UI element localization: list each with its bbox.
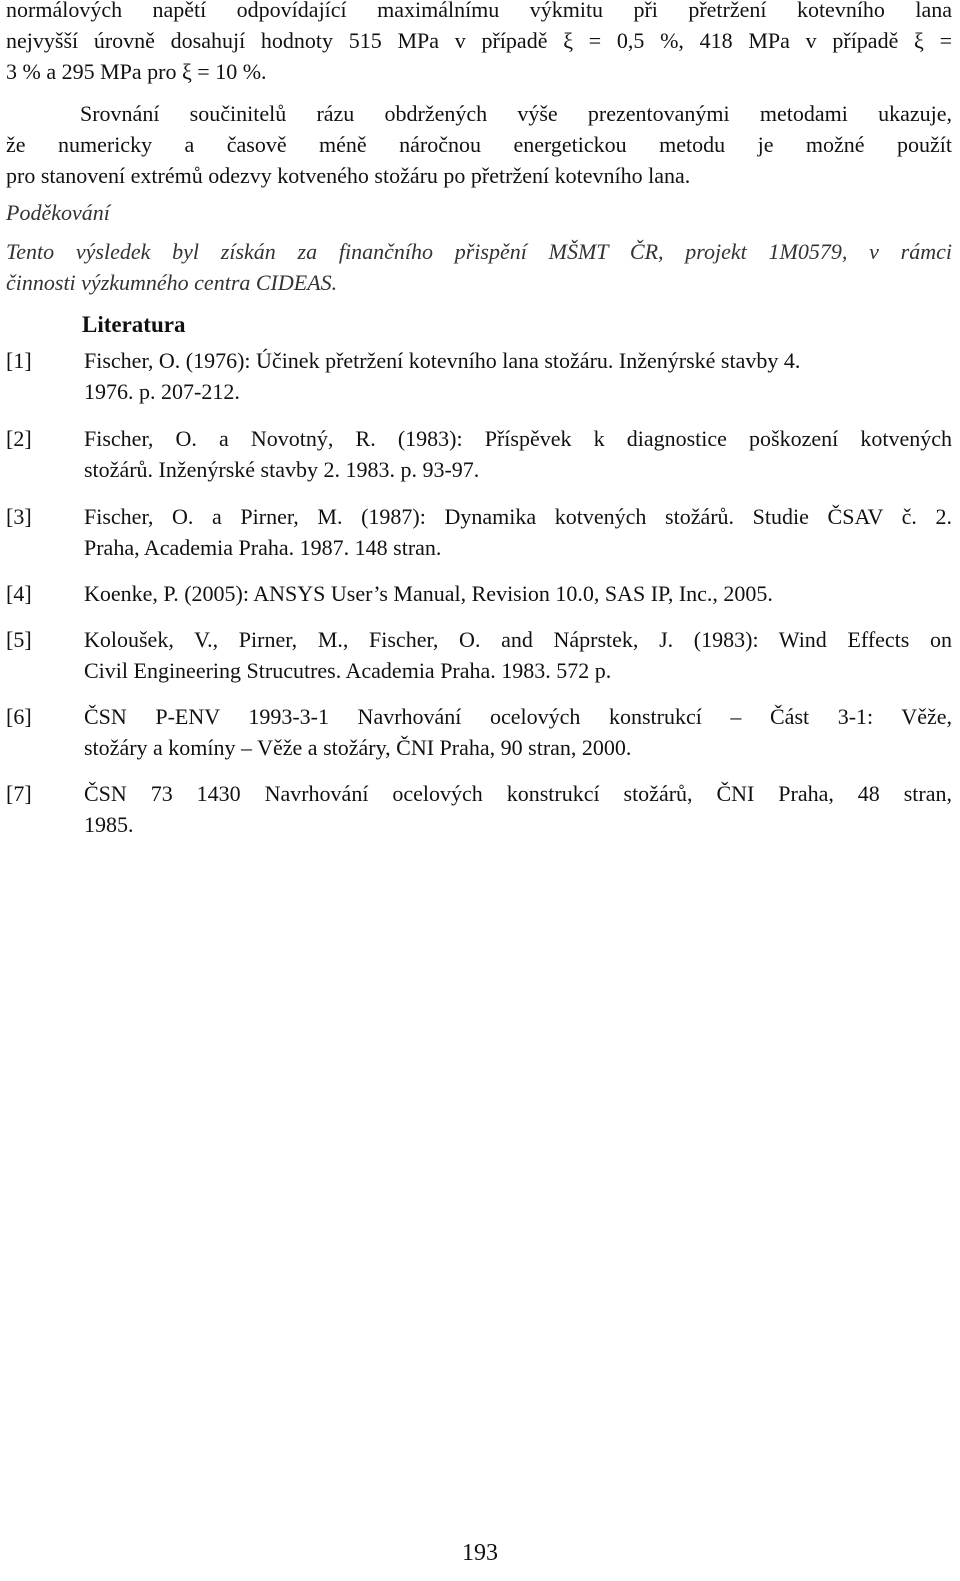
text-line: Fischer, O. a Pirner, M. (1987): Dynamika kotvených stožárů. Studie ČSAV č. 2. — [84, 504, 952, 529]
text-line: 3 % a 295 MPa pro ξ = 10 %. — [6, 59, 267, 84]
text-line: Koenke, P. (2005): ANSYS User’s Manual, Revision 10.0, SAS IP, Inc., 2005. — [84, 581, 773, 606]
reference-number: [3] — [6, 504, 32, 529]
text-line: Fischer, O. a Novotný, R. (1983): Příspěvek k diagnostice poškození kotvených — [84, 426, 952, 451]
reference-item — [6, 423, 952, 485]
text-line: Srovnání součinitelů rázu obdržených výše prezentovanými metodami ukazuje, — [80, 101, 952, 126]
reference-text — [84, 701, 952, 763]
paragraph-comparison — [6, 98, 952, 191]
text-line: ČSN P-ENV 1993-3-1 Navrhování ocelových konstrukcí – Část 3-1: Věže, — [84, 704, 952, 729]
text-line: pro stanovení extrémů odezvy kotveného stožáru po přetržení kotevního lana. — [6, 163, 691, 188]
reference-number: [1] — [6, 348, 32, 373]
text-line: 1976. p. 207-212. — [84, 379, 240, 404]
text-line: Fischer, O. (1976): Účinek přetržení kotevního lana stožáru. Inženýrské stavby 4. — [84, 348, 801, 373]
paragraph-stress-results — [6, 0, 952, 87]
acknowledgement-heading: Poděkování — [6, 200, 110, 225]
text-line: činnosti výzkumného centra CIDEAS. — [6, 270, 338, 295]
reference-item — [6, 578, 952, 609]
acknowledgement-text — [6, 236, 952, 298]
text-line: stožárů. Inženýrské stavby 2. 1983. p. 93-97. — [84, 457, 480, 482]
reference-item — [6, 778, 952, 840]
page-number: 193 — [462, 1540, 498, 1566]
reference-number: [2] — [6, 426, 32, 451]
text-line: 1985. — [84, 812, 134, 837]
text-line: Tento výsledek byl získán za finančního přispění MŠMT ČR, projekt 1M0579, v rámci — [6, 239, 952, 264]
reference-text — [84, 578, 952, 609]
reference-text — [84, 501, 952, 563]
reference-text — [84, 778, 952, 840]
text-line: ČSN 73 1430 Navrhování ocelových konstrukcí stožárů, ČNI Praha, 48 stran, — [84, 781, 952, 806]
reference-item — [6, 624, 952, 686]
text-line: Civil Engineering Strucutres. Academia Praha. 1983. 572 p. — [84, 658, 612, 683]
reference-text — [84, 624, 952, 686]
text-line: stožáry a komíny – Věže a stožáry, ČNI Praha, 90 stran, 2000. — [84, 735, 632, 760]
reference-number: [4] — [6, 581, 32, 606]
text-line: nejvyšší úrovně dosahují hodnoty 515 MPa v případě ξ = 0,5 %, 418 MPa v případě ξ = — [6, 28, 952, 53]
text-line: normálových napětí odpovídající maximálnímu výkmitu při přetržení kotevního lana — [6, 0, 952, 22]
reference-number: [5] — [6, 627, 32, 652]
reference-number: [6] — [6, 704, 32, 729]
reference-item — [6, 701, 952, 763]
text-line: Koloušek, V., Pirner, M., Fischer, O. and Náprstek, J. (1983): Wind Effects on — [84, 627, 952, 652]
reference-number: [7] — [6, 781, 32, 806]
text-line: Praha, Academia Praha. 1987. 148 stran. — [84, 535, 442, 560]
reference-item — [6, 501, 952, 563]
reference-item — [6, 345, 800, 407]
reference-text — [84, 423, 952, 485]
reference-text — [84, 345, 800, 407]
text-line: že numericky a časově méně náročnou energetickou metodu je možné použít — [6, 132, 952, 157]
literature-heading: Literatura — [82, 312, 186, 337]
